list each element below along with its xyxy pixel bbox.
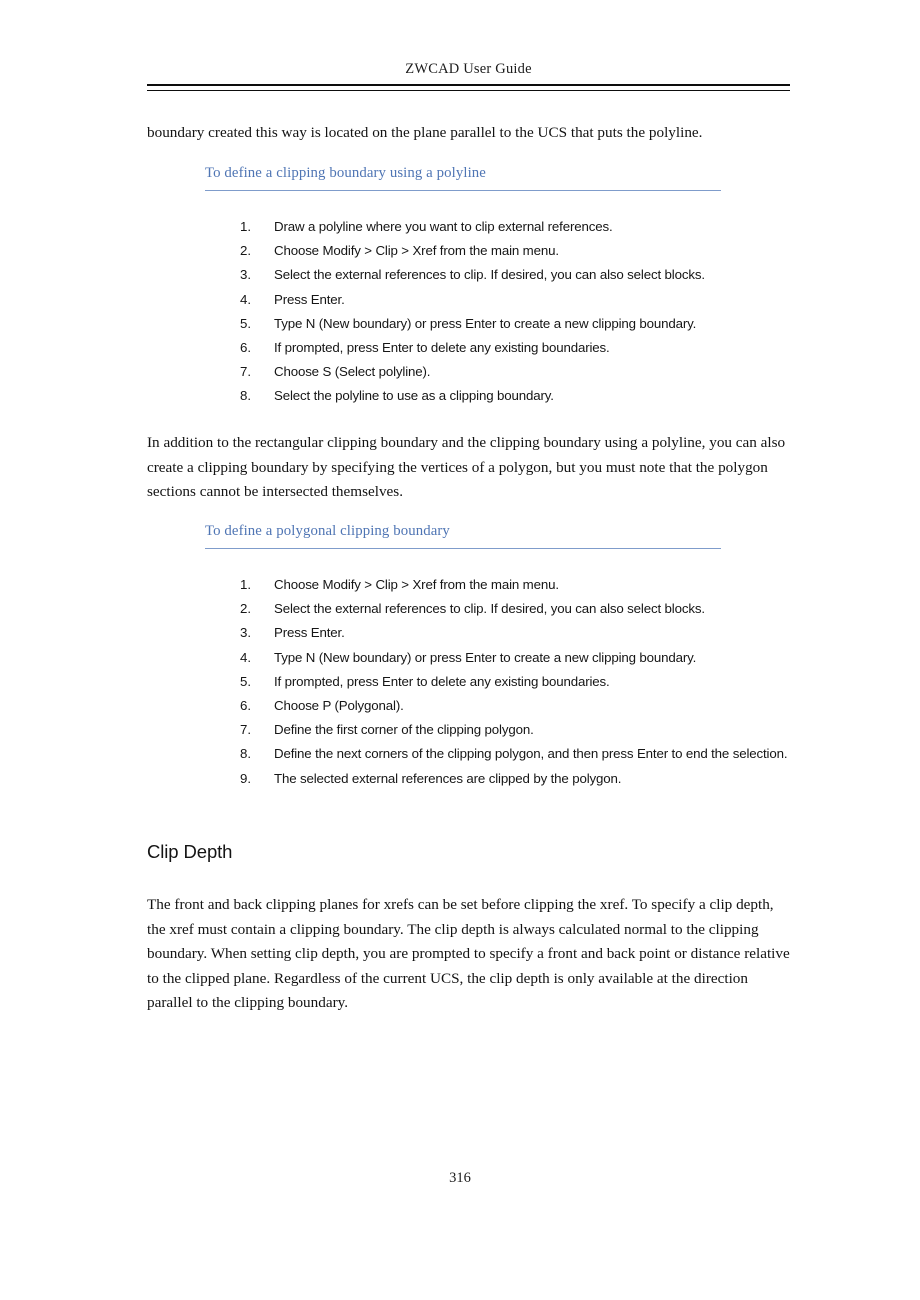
list-item-text: The selected external references are clipped by the polygon. [274, 770, 622, 786]
list-item [240, 718, 800, 742]
list-item-number: 2. [240, 601, 252, 617]
list-item [240, 767, 800, 791]
procedure-list-polyline [240, 215, 800, 409]
list-item [240, 312, 800, 336]
procedure-list-polygonal [240, 573, 800, 791]
header-divider [147, 84, 790, 91]
middle-paragraph [147, 431, 792, 505]
list-item [240, 621, 800, 645]
clip-depth-paragraph [147, 893, 792, 1016]
header-title: ZWCAD User Guide [405, 61, 532, 77]
page-number: 316 [449, 1170, 471, 1186]
list-item-text: Choose S (Select polyline). [274, 364, 431, 380]
list-item-number: 1. [240, 219, 252, 234]
list-item-number: 4. [240, 649, 252, 665]
list-item-number: 5. [240, 673, 252, 689]
procedure-heading-polygonal [205, 522, 721, 549]
list-item-text: If prompted, press Enter to delete any existing boundaries. [274, 673, 610, 689]
list-item [240, 742, 800, 766]
list-item-number: 2. [240, 243, 252, 259]
list-item [240, 670, 800, 694]
list-item-text: Select the polyline to use as a clipping boundary. [274, 388, 554, 404]
middle-paragraph-text: In addition to the rectangular clipping boundary and the clipping boundary using a polyline, you can also create a clipping boundary by specifying the vertices of a polygon, but you must note that the polygon sections cannot be intersected themselves. [147, 434, 786, 501]
intro-paragraph [147, 121, 792, 146]
list-item [240, 288, 800, 312]
list-item [240, 215, 800, 239]
list-item-number: 8. [240, 746, 252, 762]
list-item-number: 3. [240, 267, 252, 283]
list-item-text: Select the external references to clip. If desired, you can also select blocks. [274, 267, 705, 283]
list-item-text: Choose Modify > Clip > Xref from the main menu. [274, 243, 559, 259]
list-item [240, 360, 800, 384]
list-item-text: Press Enter. [274, 625, 345, 641]
list-item [240, 573, 800, 597]
list-item-number: 3. [240, 625, 252, 641]
list-item-text: Define the next corners of the clipping polygon, and then press Enter to end the selection. [274, 746, 788, 762]
list-item [240, 263, 800, 287]
list-item [240, 646, 800, 670]
intro-paragraph-text: boundary created this way is located on the plane parallel to the UCS that puts the polyline. [147, 124, 703, 141]
procedure-heading-polygonal-rule [205, 548, 721, 549]
list-item [240, 336, 800, 360]
list-item-number: 6. [240, 698, 252, 714]
list-item-text: Choose Modify > Clip > Xref from the main menu. [274, 577, 559, 592]
list-item-number: 8. [240, 388, 252, 404]
list-item [240, 384, 800, 408]
list-item-number: 7. [240, 364, 252, 380]
section-heading-clip-depth: Clip Depth [147, 841, 233, 862]
list-item-text: Press Enter. [274, 291, 345, 307]
procedure-heading-polyline-rule [205, 190, 721, 191]
list-item [240, 239, 800, 263]
list-item-number: 5. [240, 315, 252, 331]
procedure-heading-polyline-label: To define a clipping boundary using a polyline [205, 165, 486, 181]
list-item [240, 694, 800, 718]
list-item-number: 7. [240, 722, 252, 738]
list-item-number: 1. [240, 577, 252, 592]
clip-depth-paragraph-text: The front and back clipping planes for xrefs can be set before clipping the xref. To specify a clip depth, the xref must contain a clipping boundary. The clip depth is always calculated normal to the clipping boundary. When setting clip depth, you are prompted to specify a front and back point or distance relative to the clipped plane. Regardless of the current UCS, the clip depth is only available at the direction parallel to the clipping boundary. [147, 896, 790, 1012]
list-item-text: Type N (New boundary) or press Enter to create a new clipping boundary. [274, 649, 697, 665]
list-item-text: Draw a polyline where you want to clip external references. [274, 219, 613, 234]
page-header [147, 62, 790, 91]
procedure-heading-polyline [205, 164, 721, 191]
list-item-text: Define the first corner of the clipping polygon. [274, 722, 534, 738]
list-item [240, 597, 800, 621]
list-item-text: Choose P (Polygonal). [274, 698, 404, 714]
list-item-number: 9. [240, 770, 252, 786]
list-item-text: Select the external references to clip. If desired, you can also select blocks. [274, 601, 705, 617]
list-item-number: 4. [240, 291, 252, 307]
list-item-number: 6. [240, 340, 252, 356]
list-item-text: If prompted, press Enter to delete any existing boundaries. [274, 340, 610, 356]
procedure-heading-polygonal-label: To define a polygonal clipping boundary [205, 523, 450, 539]
list-item-text: Type N (New boundary) or press Enter to create a new clipping boundary. [274, 315, 697, 331]
